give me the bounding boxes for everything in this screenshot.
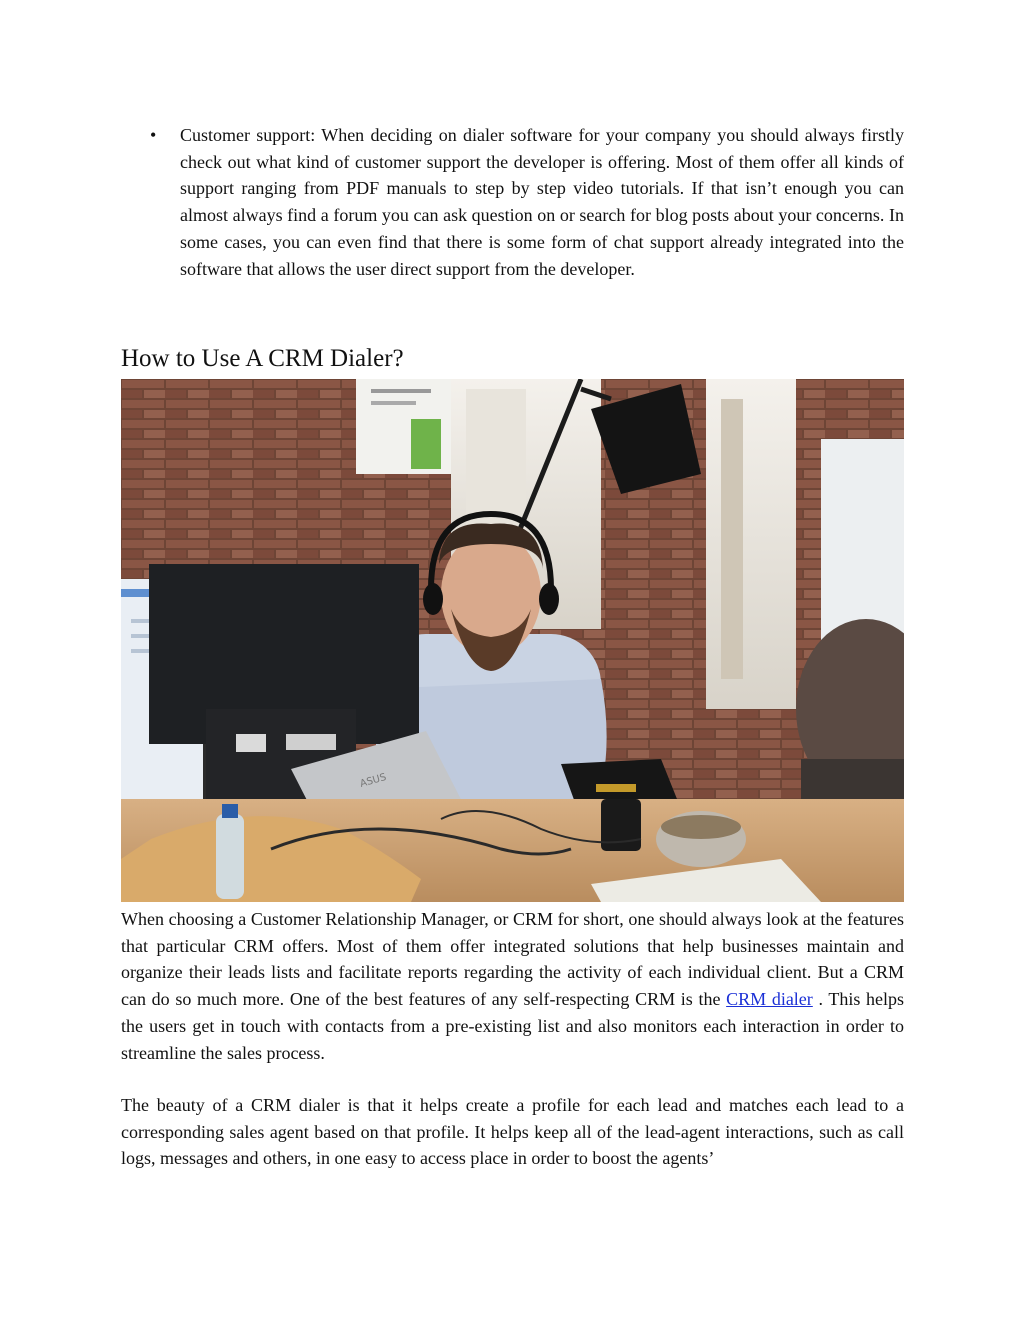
paragraph-crm-beauty: The beauty of a CRM dialer is that it helps create a profile for each lead and matches each lead to a corresponding sales agent based on that profile. It helps keep all of the lead-agent interactions, such as call logs, messages and others, in one easy to access place in order to boost the agents’ [121,1095,904,1169]
paragraph-crm-intro-text-end: . This helps the users get in touch with contacts from a pre-existing list and also monitors each interaction in order to streamline the sales process. [121,989,904,1063]
bullet-marker: • [150,125,157,145]
section-heading: How to Use A CRM Dialer? [121,345,404,372]
bullet-item-customer-support [150,122,904,282]
paragraph-crm-intro-text: When choosing a Customer Relationship Manager, or CRM for short, one should always look at the features that particular CRM offers. Most of them offer integrated solutions that help businesses maintain and organize their leads lists and facilitate reports regarding the activity of each individual client. But a CRM can do so much more. One of the best features of any self-respecting CRM is the [121,909,904,1010]
laptop-brand-label: ASUS [358,771,388,790]
crm-dialer-link[interactable]: CRM dialer [726,989,813,1010]
paragraph-crm-intro [121,906,904,1066]
bullet-text: Customer support: When deciding on dialer software for your company you should always firstly check out what kind of customer support the developer is offering. Most of them offer all kinds of support ranging from PDF manuals to step by step video tutorials. If that isn’t enough you can almost always find a forum you can ask question on or search for blog posts about your concerns. In some cases, you can even find that there is some form of chat support already integrated into the software that allows the user direct support from the developer. [180,125,904,279]
office-photo [121,379,904,902]
